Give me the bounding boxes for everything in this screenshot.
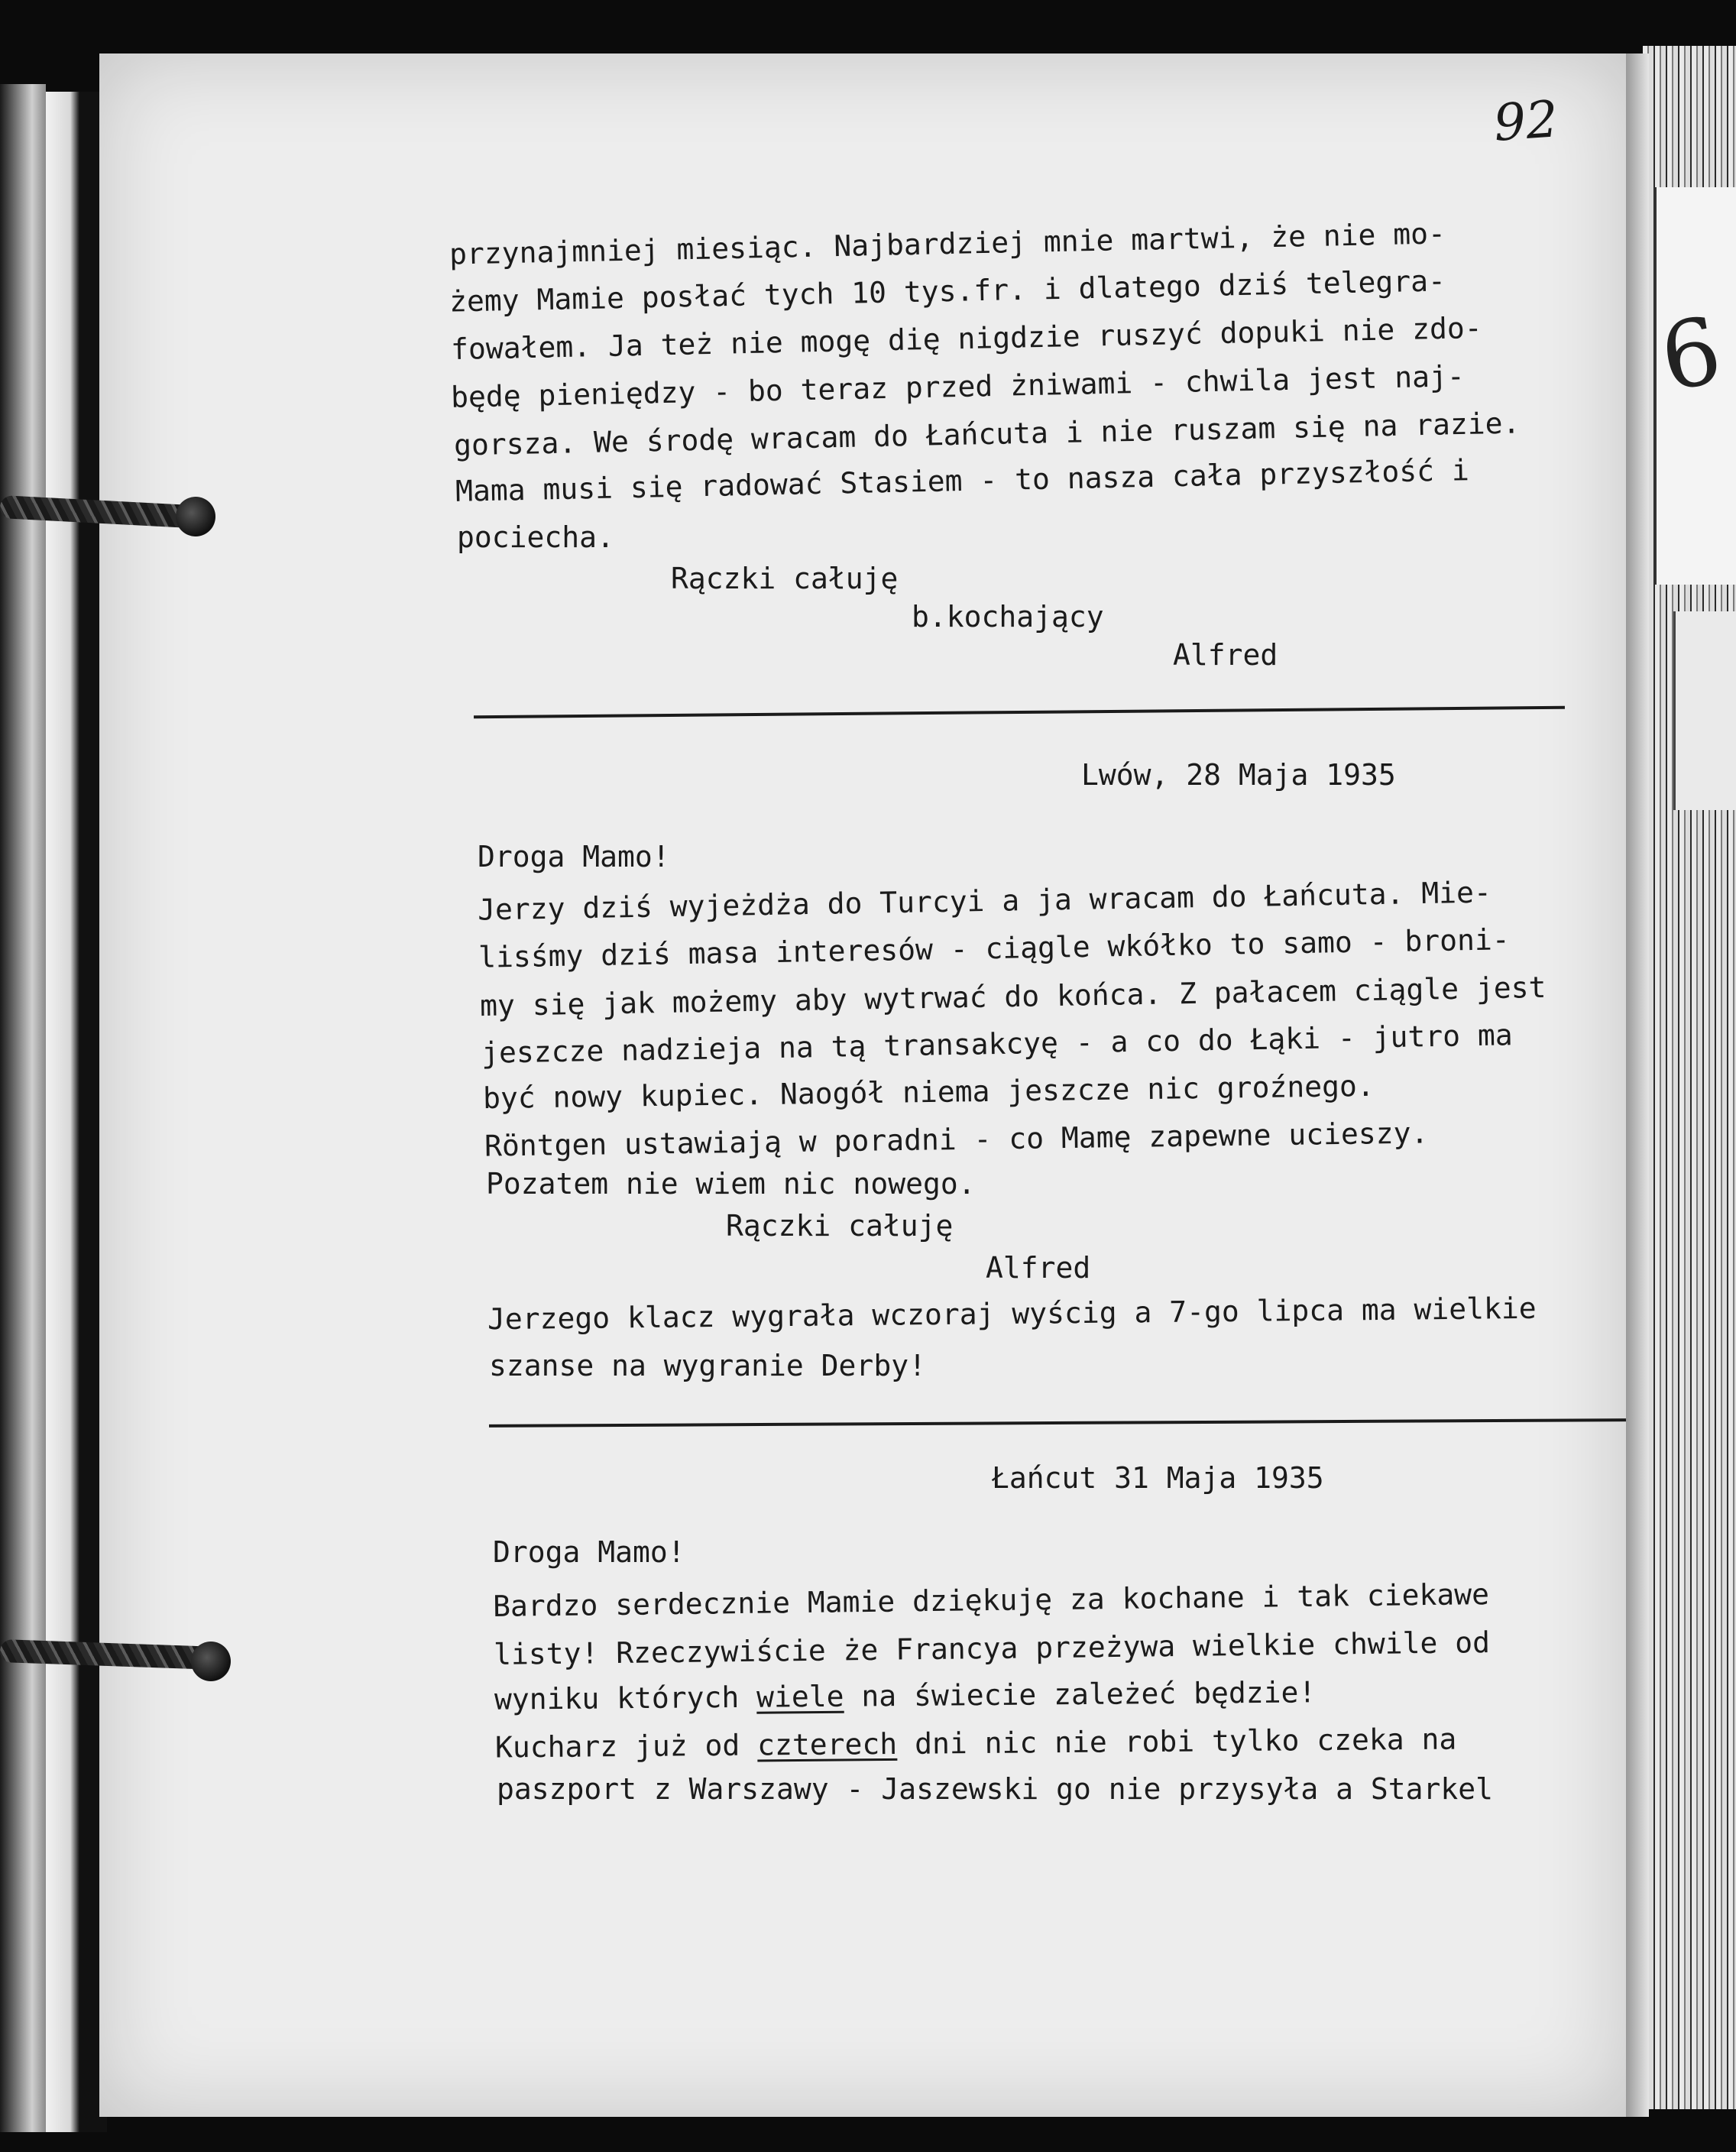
- dateline: Lwów, 28 Maja 1935: [1081, 758, 1396, 792]
- page-number: 92: [1491, 89, 1560, 153]
- binder-tab-lower: [1673, 611, 1736, 810]
- binder-left-edge: [0, 84, 46, 2132]
- letter2-line: lisśmy dziś masa interesów - ciągle wkółko to samo - broni-: [478, 922, 1511, 974]
- letter1-line: będę pieniędzy - bo teraz przed żniwami - chwila jest naj-: [450, 359, 1466, 414]
- letter2-line: Jerzy dziś wyjeżdża do Turcyi a ja wracam do Łańcuta. Mie-: [477, 875, 1492, 927]
- letter3-line: [494, 1675, 1317, 1716]
- letter1-signature: Alfred: [1173, 638, 1278, 672]
- letter1-line: przynajmniej miesiąc. Najbardziej mnie martwi, że nie mo-: [449, 216, 1446, 271]
- salutation: Droga Mamo!: [493, 1535, 685, 1569]
- letter3-line: listy! Rzeczywiście że Francya przeżywa wielkie chwile od: [493, 1625, 1491, 1671]
- letter3-line: Bardzo serdecznie Mamie dziękuję za kochane i tak ciekawe: [492, 1577, 1490, 1623]
- binding-string-knot-bottom: [191, 1642, 231, 1681]
- dateline: Łańcut 31 Maja 1935: [992, 1461, 1324, 1495]
- letter1-line: Mama musi się radować Stasiem - to nasza cała przyszłość i: [455, 453, 1470, 508]
- letter1-closing: Rączki całuję: [671, 562, 899, 595]
- text-run: wyniku których: [494, 1680, 757, 1716]
- text-run: na świecie zależeć będzie!: [844, 1675, 1317, 1713]
- binding-string-knot-top: [176, 497, 215, 536]
- postscript-line: szanse na wygranie Derby!: [489, 1349, 926, 1382]
- page-right-edge: [1626, 53, 1649, 2117]
- letter2-signature: Alfred: [986, 1251, 1091, 1285]
- letter2-line: my się jak możemy aby wytrwać do końca. Z pałacem ciągle jest: [479, 970, 1547, 1023]
- text-run: Kucharz już od: [494, 1728, 758, 1765]
- text-run: dni nic nie robi tylko czeka na: [897, 1722, 1457, 1761]
- letter1-closing2: b.kochający: [912, 600, 1104, 634]
- letter2-line: jeszcze nadzieja na tą transakcyę - a co do Łąki - jutro ma: [481, 1018, 1514, 1070]
- binder-spine: [46, 92, 107, 2132]
- letter2-line: być nowy kupiec. Naogół niema jeszcze nic groźnego.: [482, 1068, 1375, 1116]
- postscript-line: Jerzego klacz wygrała wczoraj wyścig a 7-go lipca ma wielkie: [487, 1291, 1537, 1337]
- letter3-line: paszport z Warszawy - Jaszewski go nie przysyła a Starkel: [497, 1772, 1494, 1806]
- letter1-line: gorsza. We środę wracam do Łańcuta i nie ruszam się na razie.: [453, 406, 1521, 462]
- salutation: Droga Mamo!: [478, 840, 670, 873]
- letter1-line: fowałem. Ja też nie mogę dię nigdzie ruszyć dopuki nie zdo-: [450, 310, 1483, 367]
- letter3-line: [494, 1722, 1457, 1765]
- letter2-line: Pozatem nie wiem nic nowego.: [486, 1167, 976, 1201]
- margin-mark: 6: [1653, 297, 1729, 413]
- letter2-closing: Rączki całuję: [726, 1209, 954, 1243]
- letter1-line: pociecha.: [457, 520, 614, 554]
- underlined-word: wiele: [756, 1679, 844, 1714]
- letter1-line: żemy Mamie posłać tych 10 tys.fr. i dlatego dziś telegra-: [449, 264, 1446, 319]
- letter2-line: Röntgen ustawiają w poradni - co Mamę zapewne ucieszy.: [484, 1116, 1429, 1163]
- underlined-word: czterech: [756, 1726, 898, 1762]
